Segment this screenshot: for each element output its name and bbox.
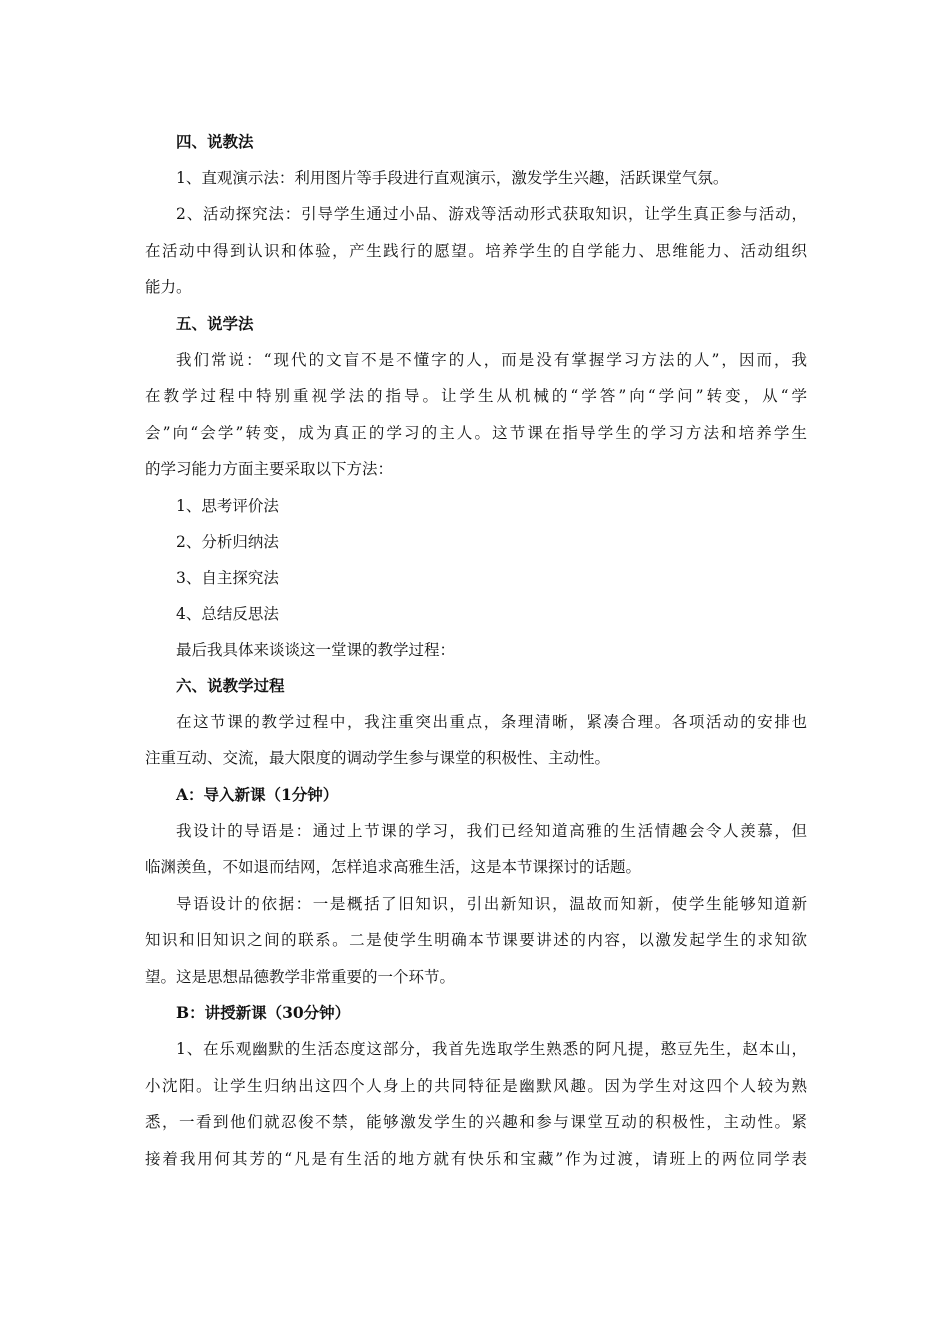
part-b-heading: B：讲授新课（30分钟）	[176, 1003, 351, 1022]
learning-method-4: 4、总结反思法	[176, 604, 279, 623]
learning-para-line-4: 的学习能力方面主要采取以下方法：	[145, 460, 394, 478]
learning-para-line-3: 会”向“会学”转变，成为真正的学习的主人。这节课在指导学生的学习方法和培养学生	[145, 423, 807, 442]
part-a-heading: A：导入新课（1分钟）	[176, 784, 339, 804]
learning-para-line-1: 我们常说：“现代的文盲不是不懂字的人，而是没有掌握学习方法的人”，因而，我	[176, 350, 807, 369]
document-page	[145, 124, 807, 1177]
learning-method-1: 1、思考评价法	[176, 496, 279, 515]
part-a-p2-line-2: 知识和旧知识之间的联系。二是使学生明确本节课要讲述的内容，以激发起学生的求知欲	[145, 931, 807, 949]
method-item-2-line-1: 2、活动探究法：引导学生通过小品、游戏等活动形式获取知识，让学生真正参与活动，	[176, 205, 807, 223]
section-heading-learning-methods: 五、说学法	[176, 313, 254, 333]
process-intro-line-1: 在这节课的教学过程中，我注重突出重点，条理清晰，紧凑合理。各项活动的安排也	[176, 712, 807, 731]
part-b-p1-line-1: 1、在乐观幽默的生活态度这部分，我首先选取学生熟悉的阿凡提，憨豆先生，赵本山，	[176, 1040, 807, 1058]
part-a-p2-line-3: 望。这是思想品德教学非常重要的一个环节。	[145, 967, 456, 986]
method-item-2-line-3: 能力。	[145, 278, 192, 296]
learning-method-2: 2、分析归纳法	[176, 532, 279, 551]
method-item-1: 1、直观演示法：利用图片等手段进行直观演示，激发学生兴趣，活跃课堂气氛。	[176, 169, 729, 187]
method-item-2-line-2: 在活动中得到认识和体验，产生践行的愿望。培养学生的自学能力、思维能力、活动组织	[145, 241, 807, 260]
part-a-p2-line-1: 导语设计的依据：一是概括了旧知识，引出新知识，温故而知新，使学生能够知道新	[176, 894, 807, 913]
section-heading-teaching-process: 六、说教学过程	[176, 675, 285, 695]
part-b-p1-line-2: 小沈阳。让学生归纳出这四个人身上的共同特征是幽默风趣。因为学生对这四个人较为熟	[145, 1076, 807, 1095]
part-b-p1-line-3: 悉，一看到他们就忍俊不禁，能够激发学生的兴趣和参与课堂互动的积极性，主动性。紧	[145, 1113, 807, 1131]
part-b-p1-line-4: 接着我用何其芳的“凡是有生活的地方就有快乐和宝藏”作为过渡，请班上的两位同学表	[145, 1149, 807, 1168]
learning-para-line-2: 在教学过程中特别重视学法的指导。让学生从机械的“学答”向“学问”转变，从“学	[145, 387, 807, 405]
learning-closing: 最后我具体来谈谈这一堂课的教学过程：	[176, 640, 456, 659]
part-a-p1-line-2: 临渊羡鱼，不如退而结网，怎样追求高雅生活，这是本节课探讨的话题。	[145, 858, 642, 876]
section-heading-teaching-methods: 四、说教法	[176, 132, 254, 151]
part-a-p1-line-1: 我设计的导语是：通过上节课的学习，我们已经知道高雅的生活情趣会令人羡慕，但	[176, 821, 807, 840]
process-intro-line-2: 注重互动、交流，最大限度的调动学生参与课堂的积极性、主动性。	[145, 749, 611, 767]
learning-method-3: 3、自主探究法	[176, 568, 279, 587]
